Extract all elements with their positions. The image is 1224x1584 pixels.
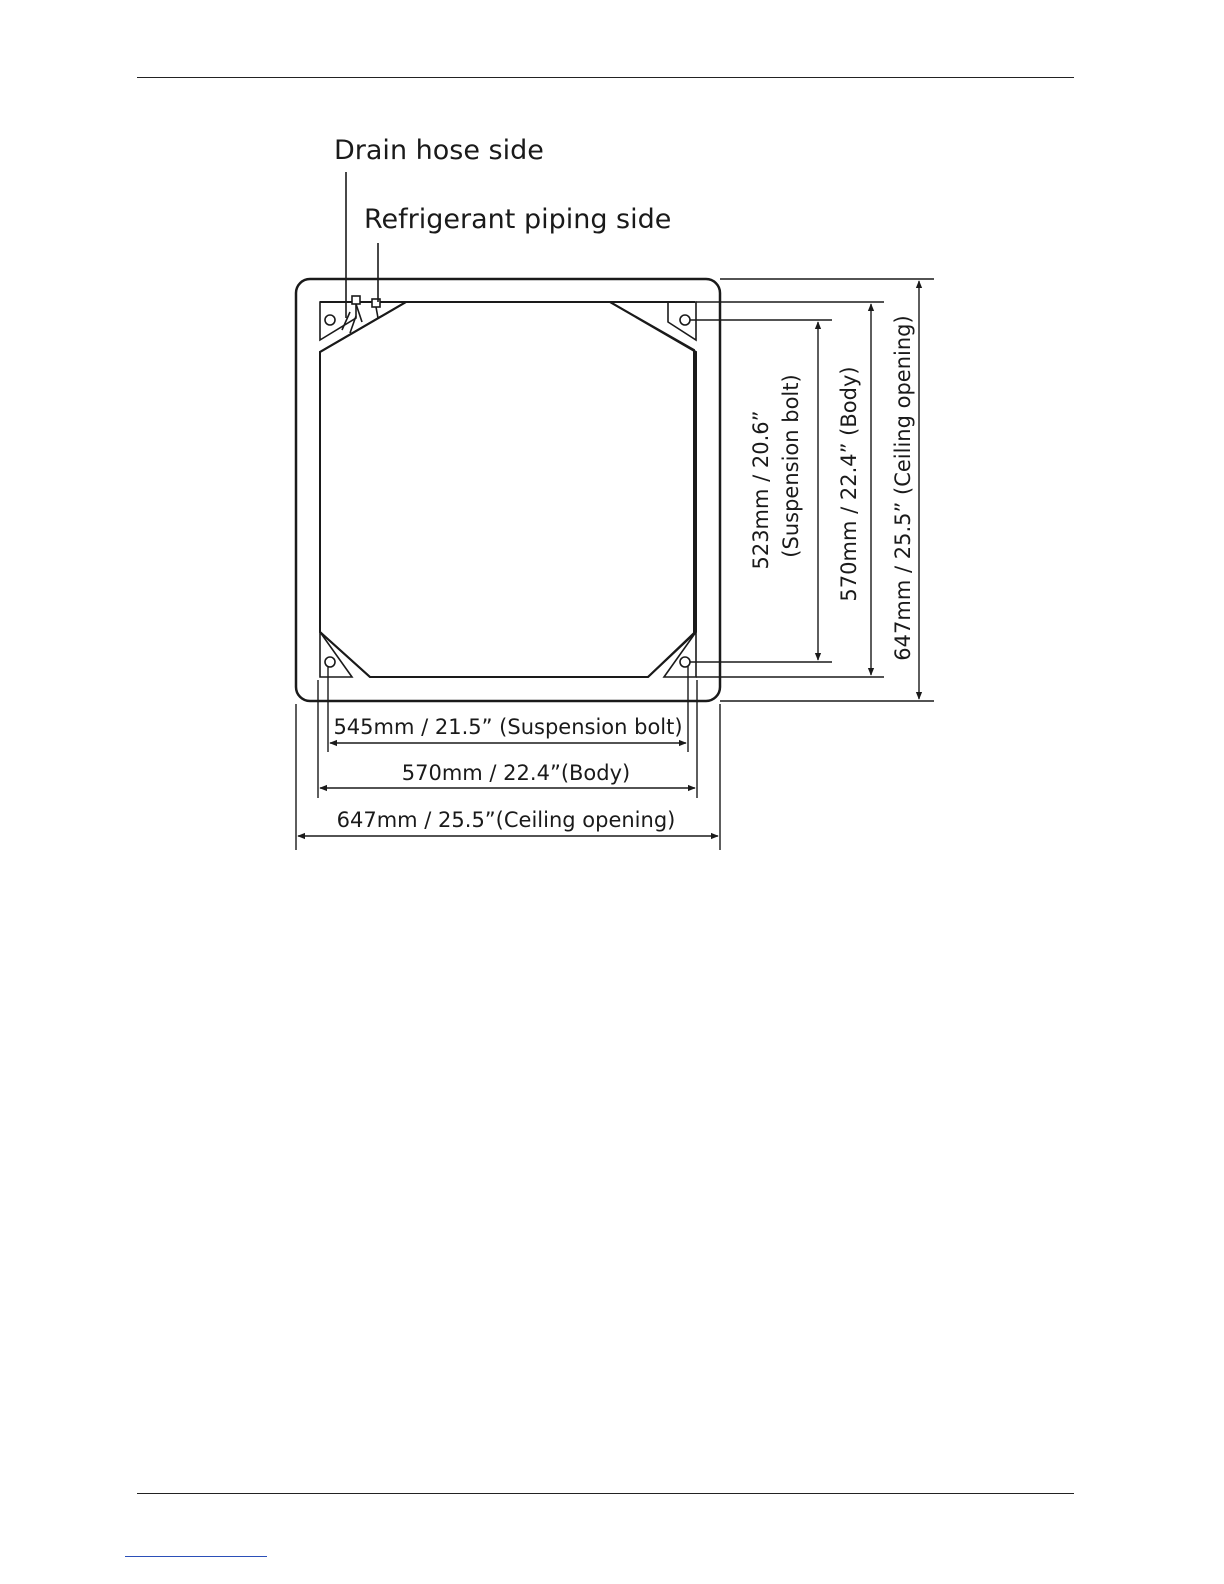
dim-label-v-body: 570mm / 22.4” (Body) xyxy=(837,366,861,602)
refrigerant-piping-side-label: Refrigerant piping side xyxy=(364,204,672,235)
dim-label-h-suspension-bolt: 545mm / 21.5” (Suspension bolt) xyxy=(333,715,683,739)
unit-body-outline xyxy=(320,302,696,677)
suspension-bolt-hole-bottom-left xyxy=(325,657,335,667)
unit-body-panel xyxy=(320,302,694,677)
ceiling-opening-frame xyxy=(296,279,720,701)
suspension-bolt-hole-top-left xyxy=(325,315,335,325)
corner-bracket-top-right xyxy=(668,302,696,340)
dim-label-h-ceiling-opening: 647mm / 25.5”(Ceiling opening) xyxy=(336,808,676,832)
dim-label-v-ceiling-opening: 647mm / 25.5” (Ceiling opening) xyxy=(891,315,915,661)
suspension-bolt-hole-top-right xyxy=(680,315,690,325)
suspension-bolt-hole-bottom-right xyxy=(680,657,690,667)
dim-label-v-suspension-bolt-line2: (Suspension bolt) xyxy=(779,374,803,558)
corner-bracket-bottom-left xyxy=(320,632,352,677)
drain-hose-side-label: Drain hose side xyxy=(334,135,544,166)
dim-label-h-body: 570mm / 22.4”(Body) xyxy=(401,761,631,785)
corner-bracket-bottom-right xyxy=(664,632,696,677)
dim-label-v-suspension-bolt-line1: 523mm / 20.6” xyxy=(749,410,773,570)
